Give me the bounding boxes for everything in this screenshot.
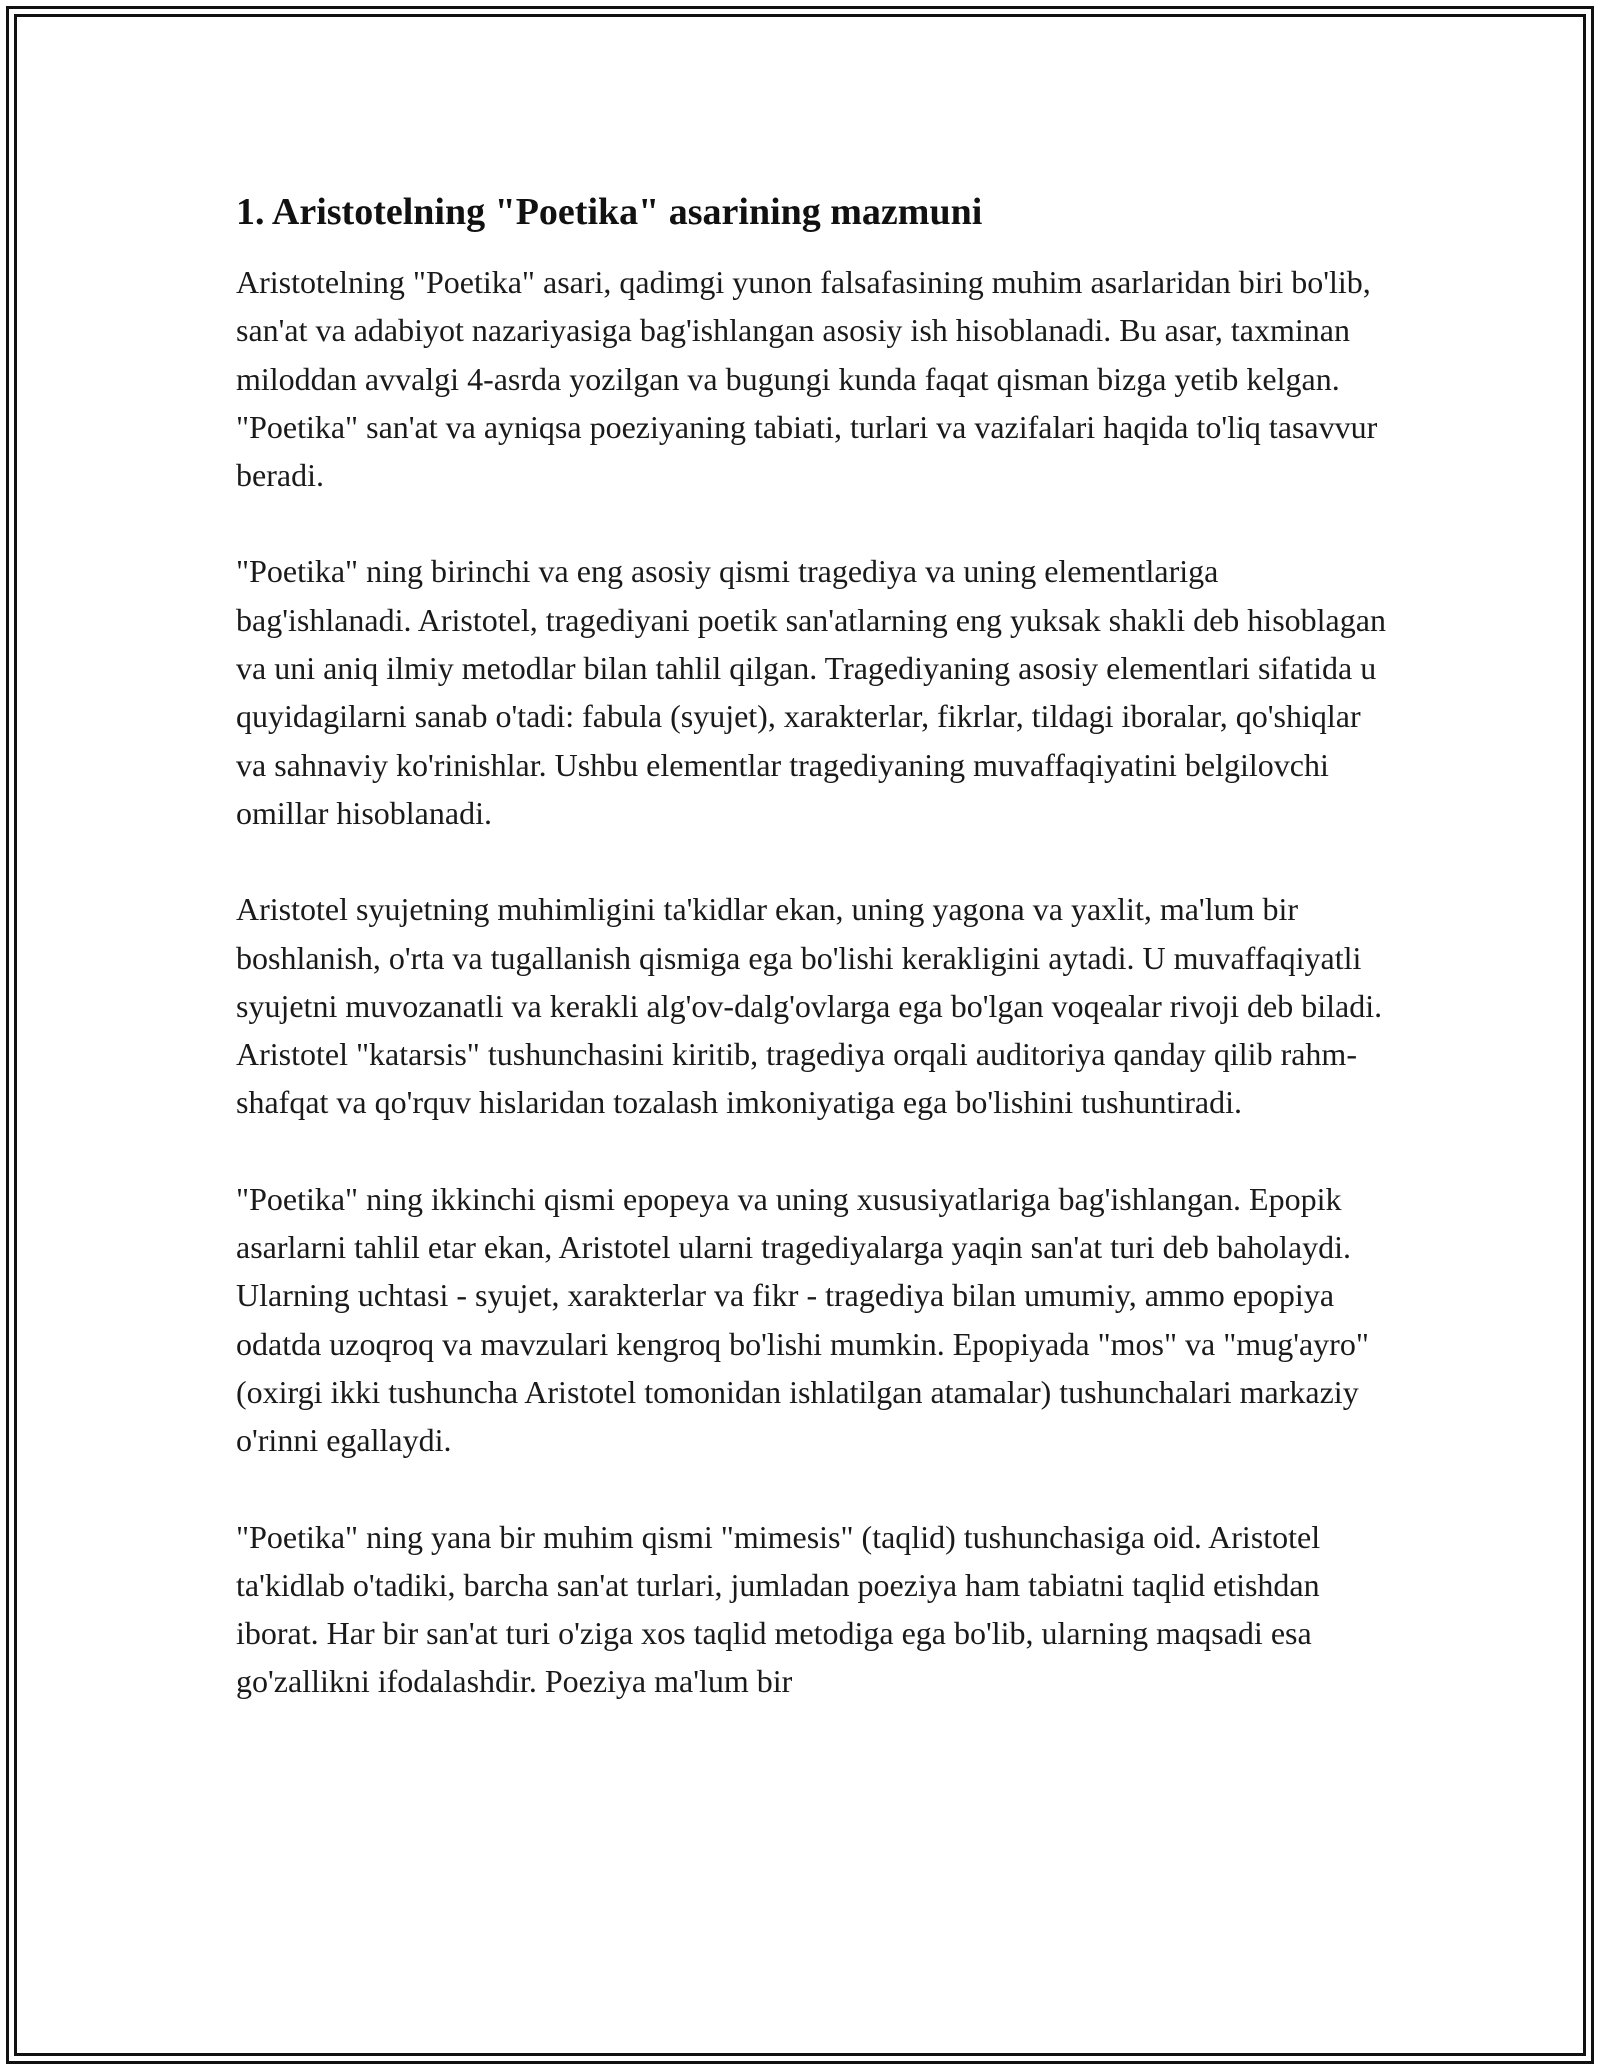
paragraph-4: "Poetika" ning ikkinchi qismi epopeya va uning xususiyatlariga bag'ishlangan. Epopik asarlarni tahlil etar ekan, Aristotel ularni tragediyalarga yaqin san'at turi deb baholaydi. Ularning uchtasi - syujet, xarakterlar va fikr - tragediya bilan umumiy, ammo epopiya odatda uzoqroq va mavzulari kengroq bo'lishi mumkin. Epopiyada "mos" va "mug'ayro" (oxirgi ikki tushuncha Aristotel tomonidan ishlatilgan atamalar) tushunchalari markaziy o'rinni egallaydi. [236, 1180, 1369, 1459]
paragraph-1: Aristotelning "Poetika" asari, qadimgi yunon falsafasining muhim asarlaridan biri bo'lib, san'at va adabiyot nazariyasiga bag'ishlangan asosiy ish hisoblanadi. Bu asar, taxminan miloddan avvalgi 4-asrda yozilgan va bugungi kunda faqat qisman bizga yetib kelgan. "Poetika" san'at va ayniqsa poeziyaning tabiati, turlari va vazifalari haqida to'liq tasavvur beradi. [236, 264, 1378, 494]
paragraph-3: Aristotel syujetning muhimligini ta'kidlar ekan, uning yagona va yaxlit, ma'lum bir boshlanish, o'rta va tugallanish qismiga ega bo'lishi kerakligini aytadi. U muvaffaqiyatli syujetni muvozanatli va kerakli alg'ov-dalg'ovlarga ega bo'lgan voqealar rivoji deb biladi. Aristotel "katarsis" tushunchasini kiritib, tragediya orqali auditoriya qanday qilib rahm-shafqat va qo'rquv hislaridan tozalash imkoniyatiga ega bo'lishini tushuntiradi. [236, 891, 1383, 1121]
section-heading: 1. Aristotelning "Poetika" asarining mazmuni [236, 191, 983, 233]
paragraph-5: "Poetika" ning yana bir muhim qismi "mimesis" (taqlid) tushunchasiga oid. Aristotel ta'kidlab o'tadiki, barcha san'at turlari, jumladan poeziya ham tabiatni taqlid etishdan iborat. Har bir san'at turi o'ziga xos taqlid metodiga ega bo'lib, ularning maqsadi esa go'zallikni ifodalashdir. Poeziya ma'lum bir [236, 1518, 1321, 1700]
document-body [236, 184, 1386, 1754]
paragraph-2: "Poetika" ning birinchi va eng asosiy qismi tragediya va uning elementlariga bag'ishlanadi. Aristotel, tragediyani poetik san'atlarning eng yuksak shakli deb hisoblagan va uni aniq ilmiy metodlar bilan tahlil qilgan. Tragediyaning asosiy elementlari sifatida u quyidagilarni sanab o'tadi: fabula (syujet), xarakterlar, fikrlar, tildagi iboralar, qo'shiqlar va sahnaviy ko'rinishlar. Ushbu elementlar tragediyaning muvaffaqiyatini belgilovchi omillar hisoblanadi. [236, 553, 1386, 831]
